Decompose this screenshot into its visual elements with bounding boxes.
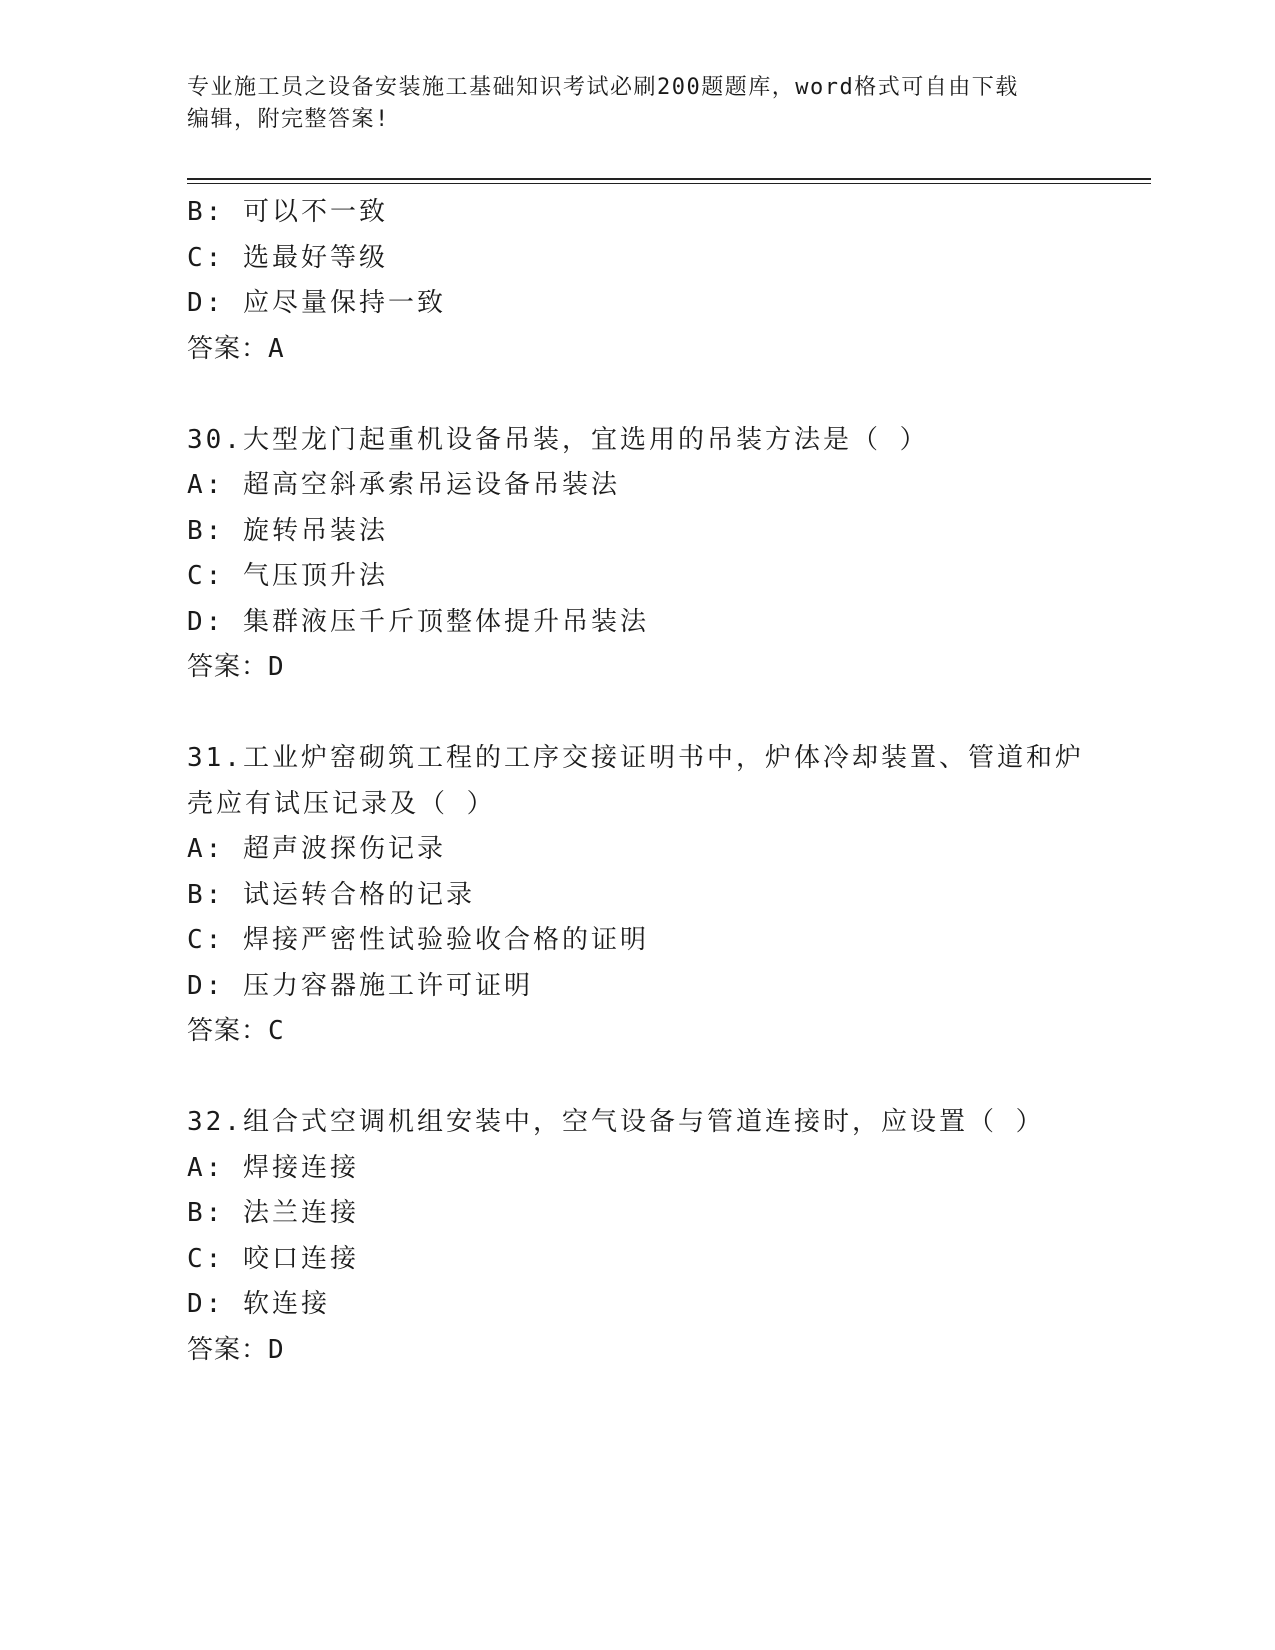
option-d: D: 压力容器施工许可证明 xyxy=(187,970,533,1001)
option-b: B: 旋转吊装法 xyxy=(187,515,388,546)
question-list xyxy=(187,190,1087,1373)
question-text-line-2: 壳应有试压记录及（ ） xyxy=(187,788,496,819)
answer-line xyxy=(187,327,1087,373)
header-line-2: 编辑，附完整答案! xyxy=(187,107,390,132)
option-d: D: 应尽量保持一致 xyxy=(187,288,446,318)
option-b: B: 法兰连接 xyxy=(187,1198,359,1228)
answer-value: D xyxy=(268,652,284,682)
option-b: B: 试运转合格的记录 xyxy=(187,879,475,910)
answer-label: 答案： xyxy=(187,1016,269,1046)
answer-label: 答案： xyxy=(187,652,269,682)
question-32 xyxy=(187,1100,1087,1373)
option-a: A: 超声波探伤记录 xyxy=(187,834,446,864)
option-c: C: 咬口连接 xyxy=(187,1243,359,1274)
option-c: C: 选最好等级 xyxy=(187,242,388,273)
answer-value: A xyxy=(268,333,284,364)
answer-line xyxy=(187,1328,1087,1374)
answer-line xyxy=(187,645,1087,691)
option-a: A: 焊接连接 xyxy=(187,1152,359,1183)
question-text: 32.组合式空调机组安装中，空气设备与管道连接时，应设置（ ） xyxy=(187,1107,1045,1137)
spacer xyxy=(187,691,1087,737)
question-30 xyxy=(187,418,1087,691)
answer-label: 答案： xyxy=(187,1334,269,1365)
spacer xyxy=(187,372,1087,418)
answer-value: D xyxy=(268,1334,284,1365)
header-rule-thick xyxy=(187,178,1151,180)
option-a: A: 超高空斜承索吊运设备吊装法 xyxy=(187,470,620,500)
document-header xyxy=(187,72,1067,136)
option-d: D: 软连接 xyxy=(187,1289,330,1319)
header-rule-thin xyxy=(187,183,1151,184)
answer-line xyxy=(187,1009,1087,1055)
option-c: C: 焊接严密性试验验收合格的证明 xyxy=(187,925,649,955)
question-text-line-1: 31.工业炉窑砌筑工程的工序交接证明书中，炉体冷却装置、管道和炉 xyxy=(187,743,1084,773)
question-31 xyxy=(187,736,1087,1055)
option-d: D: 集群液压千斤顶整体提升吊装法 xyxy=(187,606,649,637)
option-b: B: 可以不一致 xyxy=(187,197,388,227)
option-c: C: 气压顶升法 xyxy=(187,561,388,591)
spacer xyxy=(187,1055,1087,1101)
answer-label: 答案： xyxy=(187,333,269,364)
question-29-continuation xyxy=(187,190,1087,372)
header-line-1: 专业施工员之设备安装施工基础知识考试必刷200题题库，word格式可自由下载 xyxy=(187,75,1019,100)
answer-value: C xyxy=(268,1016,284,1046)
question-text: 30.大型龙门起重机设备吊装，宜选用的吊装方法是（ ） xyxy=(187,424,929,455)
